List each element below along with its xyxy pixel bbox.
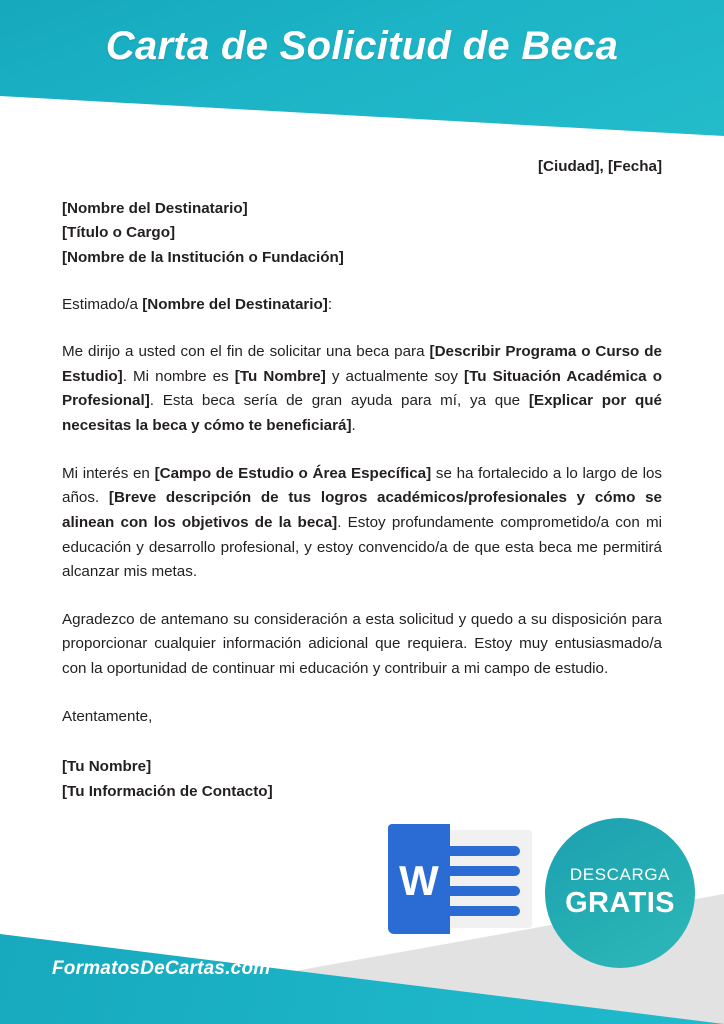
badge-label-descarga: DESCARGA — [569, 864, 671, 884]
page-title: Carta de Solicitud de Beca — [105, 24, 619, 68]
p1-text-2: . Mi nombre es — [122, 367, 235, 385]
word-document-icon[interactable] — [388, 824, 533, 934]
letter-body — [62, 155, 662, 805]
closing-line: Atentamente, — [62, 707, 153, 725]
signature-contact: [Tu Información de Contacto] — [62, 782, 273, 800]
date-line: [Ciudad], [Fecha] — [537, 158, 662, 175]
p1-text-3: y actualmente soy — [325, 367, 465, 385]
signature-name: [Tu Nombre] — [62, 758, 152, 776]
p1-placeholder-4: [Explicar por qué necesitas la beca y cómo te beneficiará] — [62, 392, 662, 434]
p2-text-1: Mi interés en — [62, 464, 155, 482]
signature-block — [62, 755, 662, 804]
word-letter: W — [399, 857, 439, 904]
salutation-prefix: Estimado/a — [62, 295, 143, 313]
paragraph-3 — [62, 608, 662, 682]
p1-text-4: . Esta beca sería de gran ayuda para mí, ya que — [149, 392, 529, 410]
p3-text-1: Agradezco de antemano su consideración a esta solicitud y quedo a su disposición para proporcionar cualquier información adicional que requiera. Estoy muy entusiasmado/a con la oportunidad de continuar mi educación y contribuir a mi campo de estudio. — [62, 610, 662, 677]
download-badge[interactable] — [545, 818, 695, 968]
recipient-line-institution: [Nombre de la Institución o Fundación] — [62, 248, 344, 266]
word-line-3 — [444, 886, 520, 896]
paragraph-1 — [62, 340, 662, 439]
p1-placeholder-3: [Tu Situación Académica o Profesional] — [62, 367, 662, 410]
p2-text-2: se ha fortalecido a lo largo de los años. — [62, 464, 662, 507]
p1-text-1: Me dirijo a usted con el fin de solicitar una beca para — [62, 343, 430, 361]
recipient-line-name: [Nombre del Destinatario] — [62, 199, 248, 217]
badge-label-gratis: GRATIS — [565, 886, 675, 919]
paragraph-2 — [62, 462, 662, 585]
word-tile-shape — [388, 824, 450, 934]
recipient-block — [62, 197, 662, 271]
salutation-suffix: : — [327, 295, 333, 313]
salutation — [62, 293, 662, 318]
p2-placeholder-2: [Breve descripción de tus logros académicos/profesionales y cómo se alinean con los objetivos de la beca] — [62, 489, 662, 531]
p2-text-3: . Estoy profundamente comprometido/a con mi educación y desarrollo profesional, y estoy convencido/a de que esta beca me permitirá alcanzar mis metas. — [62, 513, 663, 581]
footer-brand-text: FormatosDeCartas.com — [52, 958, 271, 979]
p1-placeholder-1: [Describir Programa o Curso de Estudio] — [62, 343, 662, 385]
word-line-1 — [444, 846, 520, 856]
p1-placeholder-2: [Tu Nombre] — [234, 367, 326, 385]
p1-text-5: . — [351, 417, 356, 434]
word-line-2 — [444, 866, 520, 876]
p2-placeholder-1: [Campo de Estudio o Área Específica] — [154, 464, 432, 482]
salutation-placeholder: [Nombre del Destinatario] — [142, 295, 328, 313]
word-line-4 — [444, 906, 520, 916]
recipient-line-title: [Título o Cargo] — [62, 224, 176, 242]
